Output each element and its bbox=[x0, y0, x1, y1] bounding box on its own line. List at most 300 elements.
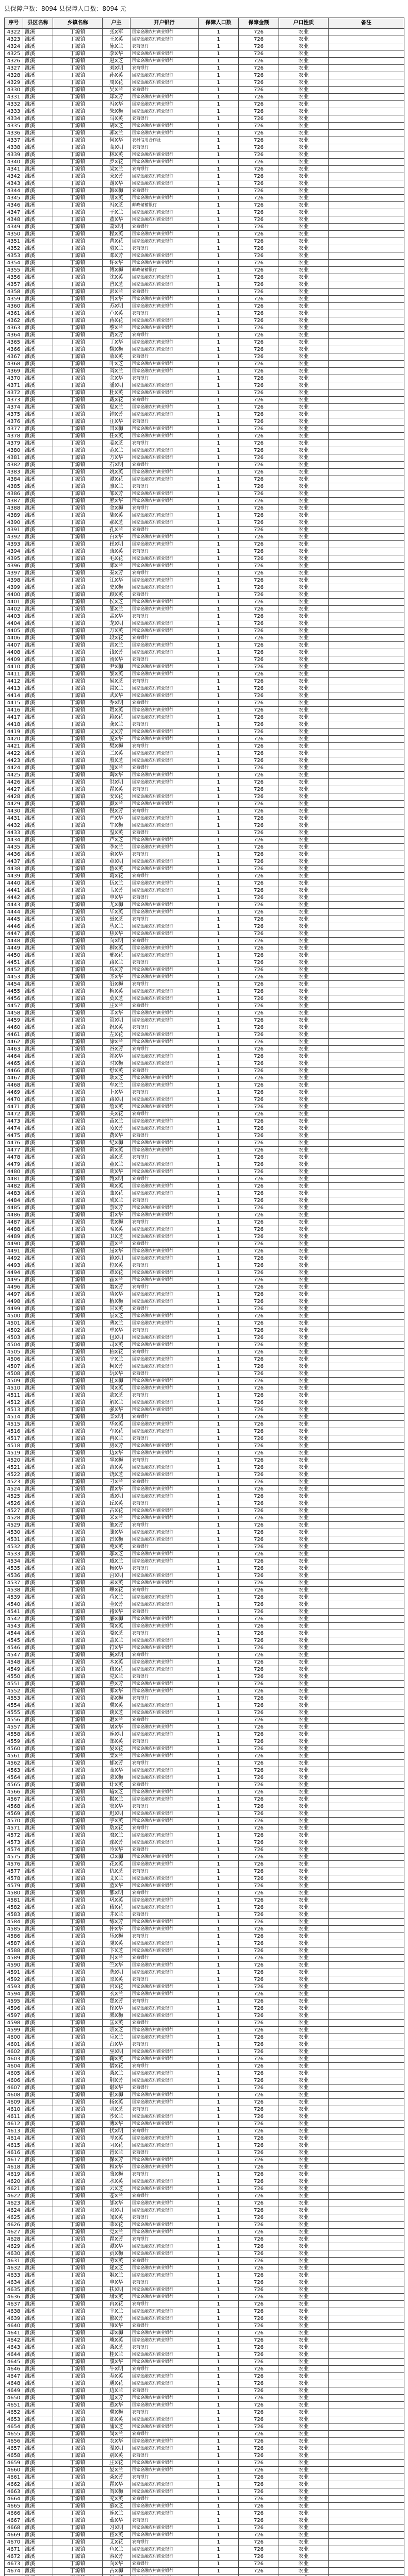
county-name: 濉溪 bbox=[23, 397, 53, 404]
county-name: 濉溪 bbox=[23, 1608, 53, 1616]
table-row bbox=[5, 1205, 404, 1212]
bank-name: 国家金融农村商业银行 bbox=[130, 2438, 199, 2445]
remarks bbox=[329, 1334, 404, 1342]
town-name: 丁源镇 bbox=[53, 2467, 103, 2474]
county-name: 濉溪 bbox=[23, 1572, 53, 1580]
benefit-amount: 726 bbox=[239, 801, 279, 808]
people-count: 1 bbox=[199, 909, 239, 916]
table-row bbox=[5, 252, 404, 260]
people-count: 1 bbox=[199, 1457, 239, 1464]
benefit-amount: 726 bbox=[239, 2330, 279, 2337]
remarks bbox=[329, 1435, 404, 1443]
row-index: 4356 bbox=[5, 274, 23, 281]
town-name: 丁源镇 bbox=[53, 418, 103, 426]
county-name: 濉溪 bbox=[23, 1435, 53, 1443]
table-row bbox=[5, 1046, 404, 1053]
remarks bbox=[329, 1277, 404, 1284]
household-type: 农业 bbox=[279, 584, 329, 591]
benefit-amount: 726 bbox=[239, 43, 279, 50]
table-row bbox=[5, 1486, 404, 1493]
people-count: 1 bbox=[199, 2258, 239, 2265]
table-row bbox=[5, 289, 404, 296]
town-name: 丁源镇 bbox=[53, 967, 103, 974]
household-type: 农业 bbox=[279, 2308, 329, 2315]
benefit-amount: 726 bbox=[239, 995, 279, 1003]
household-head: 武X华 bbox=[103, 692, 130, 700]
table-row bbox=[5, 1904, 404, 1911]
remarks bbox=[329, 166, 404, 173]
town-name: 丁源镇 bbox=[53, 1832, 103, 1839]
household-type: 农业 bbox=[279, 462, 329, 469]
town-name: 丁源镇 bbox=[53, 209, 103, 216]
household-head: 辛X华 bbox=[103, 1010, 130, 1017]
household-head: 聂X芝 bbox=[103, 916, 130, 923]
people-count: 1 bbox=[199, 974, 239, 981]
table-row bbox=[5, 2337, 404, 2344]
row-index: 4369 bbox=[5, 368, 23, 375]
household-type: 农业 bbox=[279, 36, 329, 43]
bank-name: 国家金融农村商业银行 bbox=[130, 159, 199, 166]
household-type: 农业 bbox=[279, 2041, 329, 2048]
remarks bbox=[329, 2467, 404, 2474]
bank-name: 国家金融农村商业银行 bbox=[130, 1104, 199, 1111]
town-name: 丁源镇 bbox=[53, 2142, 103, 2149]
people-count: 1 bbox=[199, 1522, 239, 1529]
benefit-amount: 726 bbox=[239, 2431, 279, 2438]
table-row bbox=[5, 2193, 404, 2200]
table-row bbox=[5, 563, 404, 570]
table-row bbox=[5, 923, 404, 930]
benefit-amount: 726 bbox=[239, 1060, 279, 1067]
people-count: 1 bbox=[199, 1565, 239, 1572]
remarks bbox=[329, 2048, 404, 2056]
bank-name: 农商银行 bbox=[130, 1911, 199, 1919]
remarks bbox=[329, 1984, 404, 1991]
household-head: 尤X梅 bbox=[103, 902, 130, 909]
household-type: 农业 bbox=[279, 1479, 329, 1486]
county-name: 濉溪 bbox=[23, 1183, 53, 1190]
benefit-amount: 726 bbox=[239, 2286, 279, 2294]
household-type: 农业 bbox=[279, 1832, 329, 1839]
household-head: 郝X芝 bbox=[103, 519, 130, 527]
remarks bbox=[329, 1731, 404, 1738]
remarks bbox=[329, 591, 404, 599]
bank-name: 国家金融农村商业银行 bbox=[130, 815, 199, 822]
remarks bbox=[329, 866, 404, 873]
row-index: 4576 bbox=[5, 1861, 23, 1868]
remarks bbox=[329, 750, 404, 757]
county-name: 濉溪 bbox=[23, 447, 53, 454]
household-type: 农业 bbox=[279, 2460, 329, 2467]
town-name: 丁源镇 bbox=[53, 1443, 103, 1450]
row-index: 4515 bbox=[5, 1421, 23, 1428]
table-row bbox=[5, 2236, 404, 2243]
benefit-amount: 726 bbox=[239, 2510, 279, 2517]
bank-name: 国家金融农村商业银行 bbox=[130, 1789, 199, 1796]
table-row bbox=[5, 1774, 404, 1782]
town-name: 丁源镇 bbox=[53, 2106, 103, 2113]
remarks bbox=[329, 144, 404, 151]
county-name: 濉溪 bbox=[23, 1089, 53, 1096]
remarks bbox=[329, 635, 404, 642]
town-name: 丁源镇 bbox=[53, 1219, 103, 1226]
remarks bbox=[329, 433, 404, 440]
benefit-amount: 726 bbox=[239, 757, 279, 765]
table-row bbox=[5, 671, 404, 678]
bank-name: 国家金融农村商业银行 bbox=[130, 1313, 199, 1320]
people-count: 1 bbox=[199, 1356, 239, 1363]
benefit-amount: 726 bbox=[239, 382, 279, 389]
household-head: 郜X英 bbox=[103, 1738, 130, 1745]
household-head: 栾X兰 bbox=[103, 1753, 130, 1760]
people-count: 1 bbox=[199, 79, 239, 87]
table-row bbox=[5, 1161, 404, 1168]
benefit-amount: 726 bbox=[239, 1219, 279, 1226]
row-index: 4514 bbox=[5, 1414, 23, 1421]
people-count: 1 bbox=[199, 2294, 239, 2301]
people-count: 1 bbox=[199, 2200, 239, 2207]
town-name: 丁源镇 bbox=[53, 1140, 103, 1147]
row-index: 4516 bbox=[5, 1428, 23, 1435]
bank-name: 国家金融农村商业银行 bbox=[130, 1334, 199, 1342]
row-index: 4415 bbox=[5, 700, 23, 707]
county-name: 濉溪 bbox=[23, 296, 53, 303]
household-type: 农业 bbox=[279, 1731, 329, 1738]
people-count: 1 bbox=[199, 534, 239, 541]
people-count: 1 bbox=[199, 2503, 239, 2510]
town-name: 丁源镇 bbox=[53, 1637, 103, 1645]
household-head: 曹X花 bbox=[103, 238, 130, 245]
town-name: 丁源镇 bbox=[53, 245, 103, 252]
county-name: 濉溪 bbox=[23, 1313, 53, 1320]
household-type: 农业 bbox=[279, 2056, 329, 2063]
remarks bbox=[329, 916, 404, 923]
town-name: 丁源镇 bbox=[53, 938, 103, 945]
county-name: 濉溪 bbox=[23, 303, 53, 310]
table-row bbox=[5, 1089, 404, 1096]
household-type: 农业 bbox=[279, 2467, 329, 2474]
table-row bbox=[5, 2229, 404, 2236]
remarks bbox=[329, 1825, 404, 1832]
household-head: 茹X华 bbox=[103, 2517, 130, 2524]
county-name: 濉溪 bbox=[23, 858, 53, 866]
people-count: 1 bbox=[199, 678, 239, 685]
bank-name: 国家金融农村商业银行 bbox=[130, 1681, 199, 1688]
table-row bbox=[5, 310, 404, 317]
remarks bbox=[329, 1717, 404, 1724]
household-head: 边X华 bbox=[103, 1450, 130, 1457]
town-name: 丁源镇 bbox=[53, 2366, 103, 2373]
household-head: 覃X花 bbox=[103, 1269, 130, 1277]
household-type: 农业 bbox=[279, 1233, 329, 1241]
bank-name: 国家金融农村商业银行 bbox=[130, 1356, 199, 1363]
row-index: 4414 bbox=[5, 692, 23, 700]
table-row bbox=[5, 1298, 404, 1306]
benefit-amount: 726 bbox=[239, 411, 279, 418]
benefit-amount: 726 bbox=[239, 2084, 279, 2092]
household-head: 钟X芳 bbox=[103, 411, 130, 418]
household-type: 农业 bbox=[279, 1190, 329, 1197]
bank-name: 国家金融农村商业银行 bbox=[130, 173, 199, 180]
bank-name: 国家金融农村商业银行 bbox=[130, 1378, 199, 1385]
household-head: 柯X芳 bbox=[103, 1363, 130, 1370]
benefit-amount: 726 bbox=[239, 2294, 279, 2301]
household-type: 农业 bbox=[279, 1825, 329, 1832]
household-head: 马X英 bbox=[103, 115, 130, 123]
county-name: 濉溪 bbox=[23, 1399, 53, 1406]
town-name: 丁源镇 bbox=[53, 541, 103, 548]
row-index: 4558 bbox=[5, 1731, 23, 1738]
people-count: 1 bbox=[199, 2056, 239, 2063]
town-name: 丁源镇 bbox=[53, 2337, 103, 2344]
row-index: 4380 bbox=[5, 447, 23, 454]
benefit-amount: 726 bbox=[239, 1695, 279, 1702]
household-head: 文X芳 bbox=[103, 728, 130, 736]
row-index: 4657 bbox=[5, 2445, 23, 2452]
table-row bbox=[5, 1306, 404, 1313]
benefit-amount: 726 bbox=[239, 858, 279, 866]
row-index: 4409 bbox=[5, 656, 23, 664]
town-name: 丁源镇 bbox=[53, 635, 103, 642]
row-index: 4629 bbox=[5, 2243, 23, 2250]
remarks bbox=[329, 1673, 404, 1681]
household-head: 薛X英 bbox=[103, 353, 130, 361]
people-count: 1 bbox=[199, 94, 239, 101]
household-type: 农业 bbox=[279, 1594, 329, 1601]
household-type: 农业 bbox=[279, 656, 329, 664]
table-row bbox=[5, 2099, 404, 2106]
row-index: 4456 bbox=[5, 995, 23, 1003]
household-type: 农业 bbox=[279, 1969, 329, 1976]
row-index: 4491 bbox=[5, 1248, 23, 1255]
remarks bbox=[329, 2553, 404, 2561]
people-count: 1 bbox=[199, 945, 239, 952]
county-name: 濉溪 bbox=[23, 1255, 53, 1262]
table-row bbox=[5, 2113, 404, 2121]
county-name: 濉溪 bbox=[23, 772, 53, 779]
remarks bbox=[329, 2164, 404, 2171]
town-name: 丁源镇 bbox=[53, 866, 103, 873]
benefit-amount: 726 bbox=[239, 1919, 279, 1926]
county-name: 濉溪 bbox=[23, 58, 53, 65]
table-row bbox=[5, 1226, 404, 1233]
remarks bbox=[329, 382, 404, 389]
remarks bbox=[329, 1565, 404, 1572]
town-name: 丁源镇 bbox=[53, 1197, 103, 1205]
town-name: 丁源镇 bbox=[53, 613, 103, 620]
bank-name: 国家金融农村商业银行 bbox=[130, 1645, 199, 1652]
household-type: 农业 bbox=[279, 195, 329, 202]
bank-name: 国家金融农村商业银行 bbox=[130, 361, 199, 368]
bank-name: 农商银行 bbox=[130, 2128, 199, 2135]
remarks bbox=[329, 1760, 404, 1767]
household-head: 扶X明 bbox=[103, 2286, 130, 2294]
remarks bbox=[329, 2431, 404, 2438]
county-name: 濉溪 bbox=[23, 29, 53, 36]
people-count: 1 bbox=[199, 1919, 239, 1926]
county-name: 濉溪 bbox=[23, 2106, 53, 2113]
town-name: 丁源镇 bbox=[53, 1327, 103, 1334]
county-name: 濉溪 bbox=[23, 144, 53, 151]
household-head: 史X梅 bbox=[103, 584, 130, 591]
remarks bbox=[329, 339, 404, 346]
row-index: 4551 bbox=[5, 1681, 23, 1688]
county-name: 濉溪 bbox=[23, 2409, 53, 2416]
household-type: 农业 bbox=[279, 2214, 329, 2222]
table-row bbox=[5, 2301, 404, 2308]
household-head: 沿X梅 bbox=[103, 981, 130, 988]
bank-name: 国家金融农村商业银行 bbox=[130, 923, 199, 930]
household-type: 农业 bbox=[279, 87, 329, 94]
row-index: 4471 bbox=[5, 1104, 23, 1111]
table-row bbox=[5, 721, 404, 728]
remarks bbox=[329, 1846, 404, 1854]
household-type: 农业 bbox=[279, 1500, 329, 1507]
table-row bbox=[5, 332, 404, 339]
people-count: 1 bbox=[199, 296, 239, 303]
town-name: 丁源镇 bbox=[53, 36, 103, 43]
bank-name: 农商银行 bbox=[130, 1284, 199, 1291]
bank-name: 国家金融农村商业银行 bbox=[130, 685, 199, 692]
county-name: 濉溪 bbox=[23, 1796, 53, 1803]
town-name: 丁源镇 bbox=[53, 1046, 103, 1053]
household-head: 逄X芝 bbox=[103, 2265, 130, 2272]
county-name: 濉溪 bbox=[23, 527, 53, 534]
people-count: 1 bbox=[199, 808, 239, 815]
household-head: 慕X芝 bbox=[103, 2503, 130, 2510]
table-row bbox=[5, 808, 404, 815]
household-type: 农业 bbox=[279, 123, 329, 130]
people-count: 1 bbox=[199, 1147, 239, 1154]
row-index: 4607 bbox=[5, 2084, 23, 2092]
benefit-amount: 726 bbox=[239, 685, 279, 692]
household-head: 牟X兰 bbox=[103, 1082, 130, 1089]
town-name: 丁源镇 bbox=[53, 2294, 103, 2301]
household-type: 农业 bbox=[279, 166, 329, 173]
row-index: 4646 bbox=[5, 2366, 23, 2373]
benefit-amount: 726 bbox=[239, 642, 279, 649]
county-name: 濉溪 bbox=[23, 1450, 53, 1457]
bank-name: 农商银行 bbox=[130, 188, 199, 195]
town-name: 丁源镇 bbox=[53, 1753, 103, 1760]
table-row bbox=[5, 678, 404, 685]
bank-name: 国家金融农村商业银行 bbox=[130, 1940, 199, 1947]
county-name: 濉溪 bbox=[23, 1039, 53, 1046]
people-count: 1 bbox=[199, 2063, 239, 2070]
people-count: 1 bbox=[199, 1969, 239, 1976]
row-index: 4388 bbox=[5, 505, 23, 512]
bank-name: 国家金融农村商业银行 bbox=[130, 1226, 199, 1233]
county-name: 濉溪 bbox=[23, 1118, 53, 1125]
benefit-amount: 726 bbox=[239, 1111, 279, 1118]
household-head: 易X芝 bbox=[103, 678, 130, 685]
household-head: 冉X兰 bbox=[103, 1435, 130, 1443]
county-name: 濉溪 bbox=[23, 1688, 53, 1695]
town-name: 丁源镇 bbox=[53, 79, 103, 87]
people-count: 1 bbox=[199, 2157, 239, 2164]
household-type: 农业 bbox=[279, 1681, 329, 1688]
table-row bbox=[5, 216, 404, 224]
county-name: 濉溪 bbox=[23, 801, 53, 808]
row-index: 4504 bbox=[5, 1342, 23, 1349]
household-head: 洪X明 bbox=[103, 779, 130, 786]
people-count: 1 bbox=[199, 2496, 239, 2503]
county-name: 濉溪 bbox=[23, 1637, 53, 1645]
household-type: 农业 bbox=[279, 325, 329, 332]
column-header: 县区名称 bbox=[23, 18, 53, 29]
bank-name: 国家金融农村商业银行 bbox=[130, 534, 199, 541]
people-count: 1 bbox=[199, 1868, 239, 1875]
bank-name: 国家金融农村商业银行 bbox=[130, 1731, 199, 1738]
benefit-amount: 726 bbox=[239, 389, 279, 397]
household-head: 木X英 bbox=[103, 1659, 130, 1666]
household-type: 农业 bbox=[279, 2106, 329, 2113]
county-name: 濉溪 bbox=[23, 231, 53, 238]
household-head: 阮X华 bbox=[103, 1370, 130, 1378]
household-head: 邬X芝 bbox=[103, 1551, 130, 1558]
row-index: 4596 bbox=[5, 2005, 23, 2012]
row-index: 4670 bbox=[5, 2539, 23, 2546]
town-name: 丁源镇 bbox=[53, 779, 103, 786]
remarks bbox=[329, 1414, 404, 1421]
remarks bbox=[329, 851, 404, 858]
household-type: 农业 bbox=[279, 1767, 329, 1774]
household-head: 包X明 bbox=[103, 1334, 130, 1342]
household-head: 谌X华 bbox=[103, 2084, 130, 2092]
people-count: 1 bbox=[199, 1118, 239, 1125]
bank-name: 国家金融农村商业银行 bbox=[130, 2092, 199, 2099]
table-row bbox=[5, 1313, 404, 1320]
town-name: 丁源镇 bbox=[53, 1450, 103, 1457]
table-row bbox=[5, 2402, 404, 2409]
household-head: 万X英 bbox=[103, 628, 130, 635]
county-name: 濉溪 bbox=[23, 721, 53, 728]
remarks bbox=[329, 483, 404, 490]
household-head: 冀X梅 bbox=[103, 2409, 130, 2416]
household-head: 鲁X英 bbox=[103, 866, 130, 873]
table-row bbox=[5, 1630, 404, 1637]
people-count: 1 bbox=[199, 2315, 239, 2323]
household-type: 农业 bbox=[279, 765, 329, 772]
row-index: 4467 bbox=[5, 1075, 23, 1082]
table-row bbox=[5, 801, 404, 808]
household-type: 农业 bbox=[279, 642, 329, 649]
household-head: 毛X花 bbox=[103, 555, 130, 563]
table-row bbox=[5, 58, 404, 65]
bank-name: 国家金融农村商业银行 bbox=[130, 1637, 199, 1645]
county-name: 濉溪 bbox=[23, 274, 53, 281]
remarks bbox=[329, 36, 404, 43]
row-index: 4438 bbox=[5, 866, 23, 873]
benefit-amount: 726 bbox=[239, 252, 279, 260]
county-name: 濉溪 bbox=[23, 1774, 53, 1782]
bank-name: 国家金融农村商业银行 bbox=[130, 1060, 199, 1067]
remarks bbox=[329, 245, 404, 252]
row-index: 4537 bbox=[5, 1580, 23, 1587]
town-name: 丁源镇 bbox=[53, 2214, 103, 2222]
household-type: 农业 bbox=[279, 1089, 329, 1096]
household-head: 向X明 bbox=[103, 938, 130, 945]
household-head: 韦X芳 bbox=[103, 887, 130, 894]
remarks bbox=[329, 2568, 404, 2575]
household-type: 农业 bbox=[279, 1645, 329, 1652]
town-name: 丁源镇 bbox=[53, 188, 103, 195]
household-type: 农业 bbox=[279, 728, 329, 736]
bank-name: 农商银行 bbox=[130, 548, 199, 555]
remarks bbox=[329, 1702, 404, 1709]
household-head: 严X华 bbox=[103, 815, 130, 822]
table-row bbox=[5, 1594, 404, 1601]
